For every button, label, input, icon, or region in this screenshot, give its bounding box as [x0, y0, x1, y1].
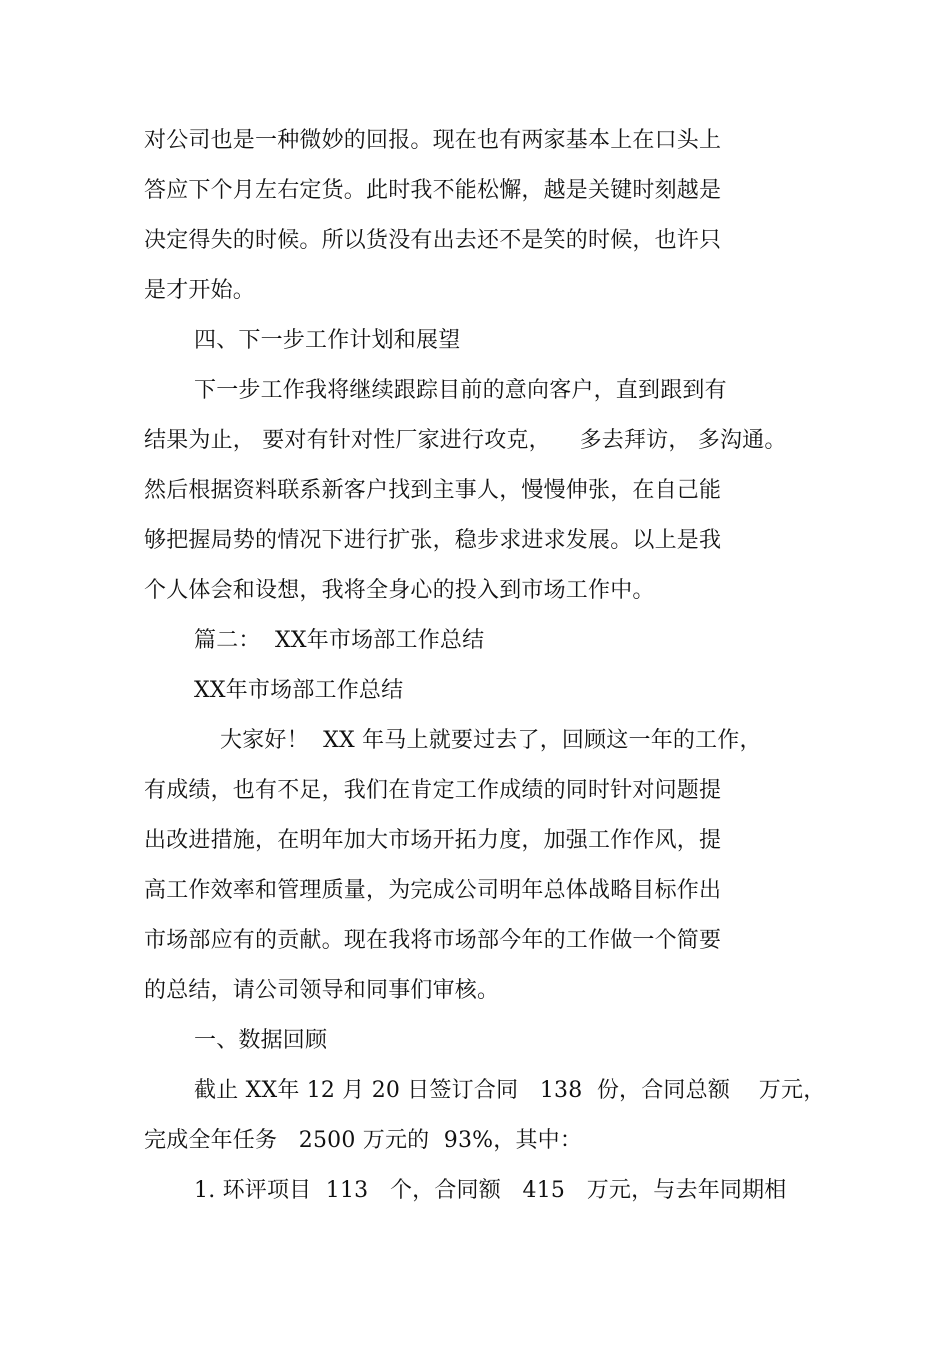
section-heading: 一、数据回顾: [194, 1028, 328, 1053]
text-line: 有成绩，也有不足，我们在肯定工作成绩的同时针对问题提: [144, 778, 722, 803]
text-line: 截止 XX年 12 月 20 日签订合同 138 份，合同总额 万元，: [194, 1078, 826, 1103]
chapter-title: 篇二： XX年市场部工作总结: [194, 628, 485, 653]
document-title: XX年市场部工作总结: [194, 678, 404, 703]
text-line: 结果为止， 要对有针对性厂家进行攻克， 多去拜访， 多沟通。: [144, 428, 787, 453]
text-line: 下一步工作我将继续跟踪目前的意向客户，直到跟到有: [194, 378, 727, 403]
text-line: 个人体会和设想，我将全身心的投入到市场工作中。: [144, 578, 655, 603]
text-line: 够把握局势的情况下进行扩张，稳步求进求发展。以上是我: [144, 528, 722, 553]
text-line: 是才开始。: [144, 278, 256, 303]
text-line: 决定得失的时候。所以货没有出去还不是笑的时候，也许只: [144, 228, 722, 253]
text-line: 答应下个月左右定货。此时我不能松懈，越是关键时刻越是: [144, 178, 722, 203]
text-line: 市场部应有的贡献。现在我将市场部今年的工作做一个简要: [144, 928, 722, 953]
text-line: 高工作效率和管理质量，为完成公司明年总体战略目标作出: [144, 878, 722, 903]
list-item: 1. 环评项目 113 个，合同额 415 万元，与去年同期相: [194, 1178, 787, 1203]
text-line: 大家好！ XX 年马上就要过去了，回顾这一年的工作，: [220, 728, 762, 753]
text-line: 然后根据资料联系新客户找到主事人，慢慢伸张，在自己能: [144, 478, 722, 503]
section-heading: 四、下一步工作计划和展望: [194, 328, 461, 353]
text-line: 的总结，请公司领导和同事们审核。: [144, 978, 500, 1003]
text-line: 完成全年任务 2500 万元的 93%，其中：: [144, 1128, 583, 1153]
text-line: 出改进措施，在明年加大市场开拓力度，加强工作作风，提: [144, 828, 722, 853]
text-line: 对公司也是一种微妙的回报。现在也有两家基本上在口头上: [144, 128, 722, 153]
